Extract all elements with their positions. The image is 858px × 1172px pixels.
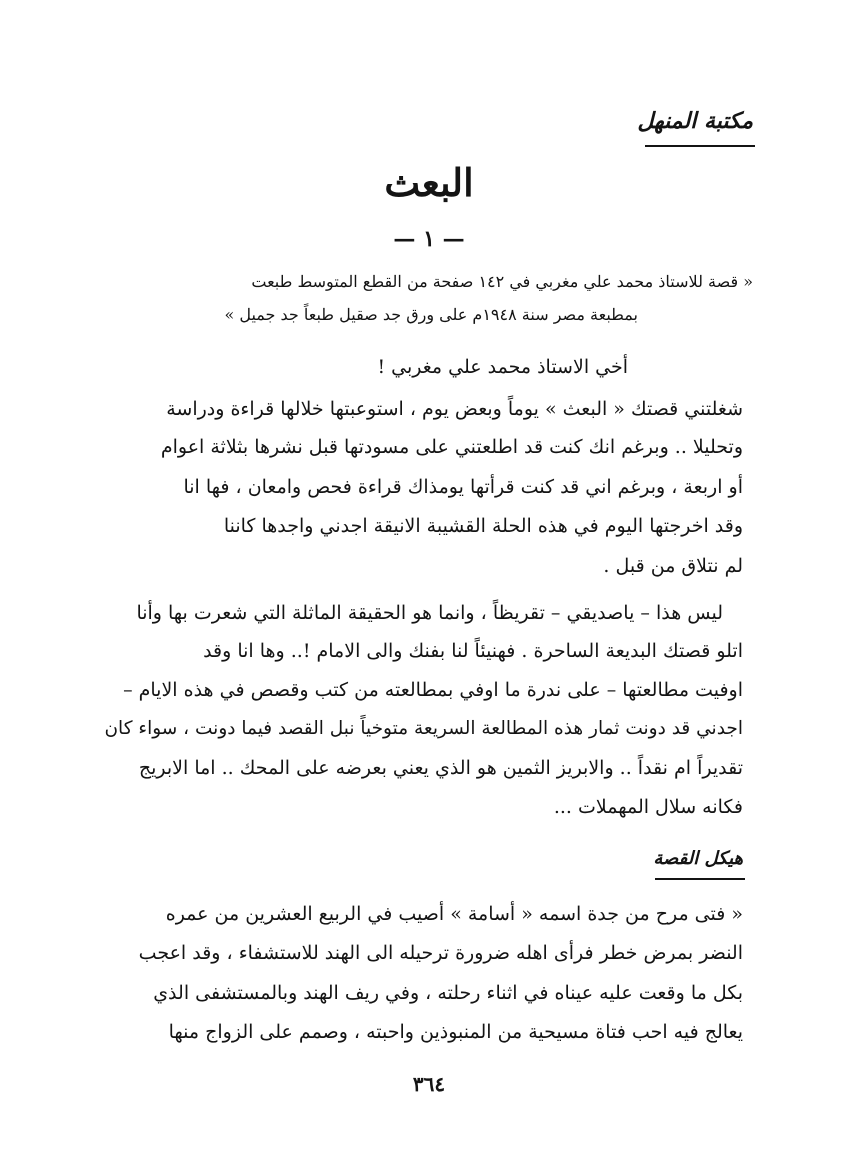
letter-paragraph-2-line: ليس هذا – ياصديقي – تقريظاً ، وانما هو الحقيقة الماثلة التي شعرت بها وأنا [136,602,723,624]
section-header: مكتبة المنهل [637,108,753,134]
publication-note-line-1: « قصة للاستاذ محمد علي مغربي في ١٤٢ صفحة من القطع المتوسط طبعت [251,272,753,291]
letter-paragraph-1-line: لم نتلاق من قبل . [603,555,743,577]
letter-paragraph-2-line: اجدني قد دونت ثمار هذه المطالعة السريعة متوخياً نبل القصد فيما دونت ، سواء كان [104,718,743,739]
letter-paragraph-1-line: وتحليلا .. وبرغم انك كنت قد اطلعتني على مسودتها قبل نشرها بثلاثة اعوام [160,436,743,458]
letter-paragraph-1-line: شغلتني قصتك « البعث » يوماً وبعض يوم ، استوعبتها خلالها قراءة ودراسة [166,398,743,420]
letter-paragraph-1-line: وقد اخرجتها اليوم في هذه الحلة القشيبة الانيقة اجدني واجدها كاننا [223,515,743,537]
letter-paragraph-2-line: اتلو قصتك البديعة الساحرة . فهنيئاً لنا بفنك والى الامام !.. وها انا وقد [203,640,743,662]
story-structure-heading: هيكل القصة [653,848,743,869]
publication-note-line-2: بمطبعة مصر سنة ١٩٤٨م على ورق جد صقيل طبعاً جد جميل » [224,305,638,324]
page-title: البعث [384,160,474,205]
letter-addressee: أخي الاستاذ محمد علي مغربي ! [377,356,628,378]
letter-paragraph-2-line: فكانه سلال المهملات ... [553,796,743,818]
page-number: ٣٦٤ [412,1072,446,1096]
letter-paragraph-1-line: أو اربعة ، وبرغم اني قد كنت قرأتها يومذاك قراءة فحص وامعان ، فها انا [183,476,743,498]
letter-paragraph-2-line: تقديراً ام نقداً .. والابريز الثمين هو الذي يعني بعرضه على المحك .. اما الابريج [138,757,743,779]
story-paragraph-line: « فتى مرح من جدة اسمه « أسامة » أصيب في الربيع العشرين من عمره [165,903,743,925]
section-header-underline [645,145,755,147]
story-structure-heading-underline [655,878,745,880]
story-paragraph-line: يعالج فيه احب فتاة مسيحية من المنبوذين واحبته ، وصمم على الزواج منها [168,1021,743,1043]
letter-paragraph-2-line: اوفيت مطالعتها – على ندرة ما اوفي بمطالعته من كتب وقصص في هذه الايام – [123,679,743,701]
story-paragraph-line: النضر بمرض خطر فرأى اهله ضرورة ترحيله الى الهند للاستشفاء ، وقد اعجب [138,942,743,964]
chapter-number: — ١ — [393,226,465,252]
story-paragraph-line: بكل ما وقعت عليه عيناه في اثناء رحلته ، وفي ريف الهند وبالمستشفى الذي [153,982,743,1004]
